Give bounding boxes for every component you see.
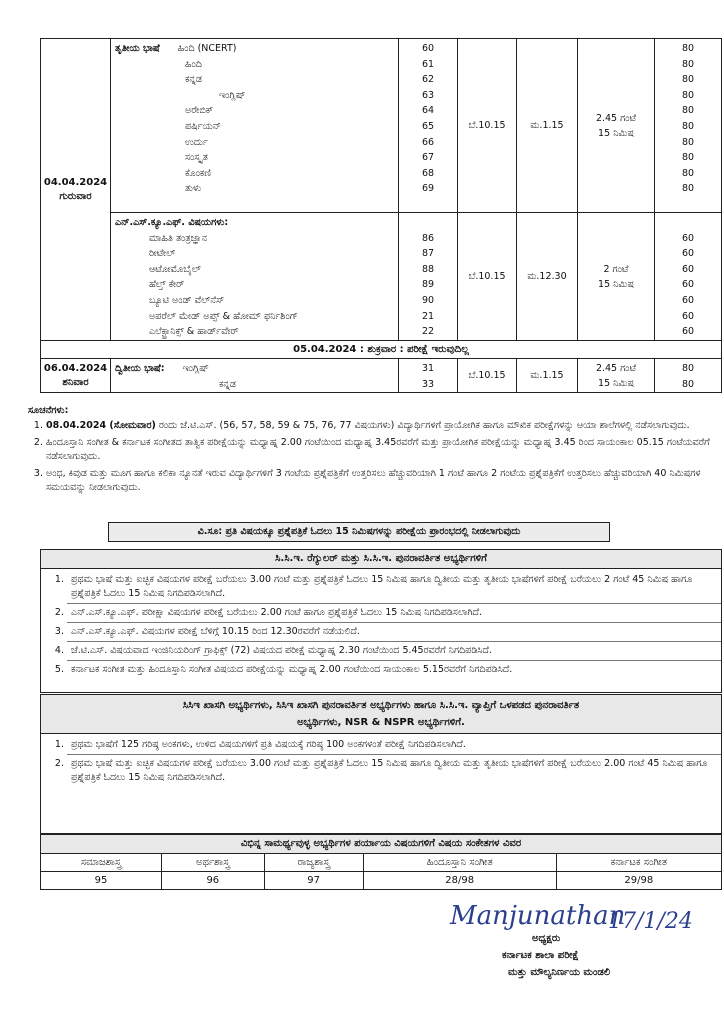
list-item: ರೀಟೇಲ್ (149, 248, 176, 260)
max-marks (655, 213, 722, 341)
marks-value: 80 (681, 167, 695, 179)
list-item: ಸಂಸ್ಕೃತ (185, 152, 208, 164)
end-time: ಮ.1.15 (517, 39, 578, 213)
duration (578, 39, 655, 213)
subject-code: 63 (421, 89, 435, 101)
subject-code: 66 (421, 136, 435, 148)
list-item (46, 419, 718, 433)
marks-value: 60 (681, 248, 695, 260)
duration-hours: 2 ಗಂಟೆ (603, 263, 629, 275)
list-item: ಕೊಂಕಣಿ (185, 167, 211, 179)
list-item: 2. ಹಿಂದೂಸ್ತಾನಿ ಸಂಗೀತ & ಕರ್ನಾಟಕ ಸಂಗೀತದ ತಾತ್ವಿಕ ಪರೀಕ್ಷೆಯನ್ನು ಮಧ್ಯಾಹ್ನ 2.00 ಗಂಟೆಯಿಂದ ಮಧ್ಯಾಹ್ನ 3.45ರವರೆಗೆ ಮತ್ತು ಪ್ರಾಯೋಗಿಕ ಪರೀಕ್ಷೆಯನ್ನು ಮಧ್ಯಾಹ್ನ 3.45 ರಿಂದ ಸಾಯಂಕಾಲ 05.15 ಗಂಟೆಯವರೆಗೆ ನಡೆಸಲಾಗುವುದು. (46, 436, 718, 464)
list-item: ಬ್ಯೂಟಿ ಅಂಡ್ ವೆಲ್‌ನೆಸ್ (149, 294, 225, 306)
exam-date: 04.04.2024 (43, 176, 108, 188)
exam-schedule-table (40, 38, 722, 393)
table-row (41, 39, 722, 213)
list-item: ಹಿಂದಿ (185, 58, 202, 70)
subject-code: 89 (421, 279, 435, 291)
list-item: ಹಿಂದಿ (NCERT) (177, 43, 237, 54)
list-item: ಕನ್ನಡ (185, 74, 202, 86)
subject-code: 90 (421, 294, 435, 306)
alternate-subject-codes (40, 834, 722, 890)
list-item: ಆಟೋಮೊಬೈಲ್ (149, 263, 201, 275)
list-item: ಉರ್ದು (185, 136, 208, 148)
subject-code: 60 (421, 43, 435, 54)
exam-weekday: ಗುರುವಾರ (59, 190, 92, 202)
table-row (41, 359, 722, 393)
box-title: ಸಿ.ಸಿ.ಇ. ರೆಗ್ಯುಲರ್ ಮತ್ತು ಸಿ.ಸಿ.ಇ. ಪುನರಾವರ್ತಿತ ಅಭ್ಯರ್ಥಿಗಳಿಗೆ (41, 550, 721, 569)
list-item: 4. ಜೆ.ಟಿ.ಎಸ್. ವಿಷಯವಾದ ಇಂಜಿನಿಯರಿಂಗ್ ಗ್ರಾಫಿಕ್ಸ್ (72) ವಿಷಯದ ಪರೀಕ್ಷೆ ಮಧ್ಯಾಹ್ನ 2.30 ಗಂಟೆಯಿಂದ 5.45ರವರೆಗೆ ನಿಗದಿಪಡಿಸಿದೆ. (67, 644, 721, 661)
list-item: ಹೆಲ್ತ್ ಕೇರ್ (149, 279, 185, 291)
marks-value: 60 (681, 326, 695, 338)
table-row (41, 872, 721, 890)
signature-date: 17/1/24 (608, 909, 693, 934)
box-title-line: ಅಭ್ಯರ್ಥಿಗಳು, NSR & NSPR ಅಭ್ಯರ್ಥಿಗಳಿಗೆ. (297, 717, 465, 728)
column-header: ಕರ್ನಾಟಕ ಸಂಗೀತ (556, 854, 721, 872)
exam-weekday: ಶನಿವಾರ (62, 376, 89, 388)
handwritten-signature (440, 890, 720, 938)
marks-value: 80 (681, 152, 695, 164)
duration-minutes: 15 ನಿಮಿಷ (598, 377, 634, 389)
start-time: ಬೆ.10.15 (458, 213, 517, 341)
instructions-title: ಸೂಚನೆಗಳು: (28, 405, 69, 416)
list-item: ಅರೇಬಿಕ್ (185, 105, 214, 117)
duration (578, 359, 655, 393)
subject-list (111, 213, 399, 341)
subject-codes (399, 359, 458, 393)
start-time: ಬೆ.10.15 (458, 39, 517, 213)
max-marks (655, 39, 722, 213)
note-text: ರಂದು ಜೆ.ಟಿ.ಎಸ್. (56, 57, 58, 59 & 75, 76, 77 ವಿಷಯಗಳು) ವಿದ್ಯಾರ್ಥಿಗಳಿಗೆ ಪ್ರಾಯೋಗಿಕ ಹಾಗೂ ಮೌಖಿಕ ಪರೀಕ್ಷೆಗಳನ್ನು ಆಯಾ ಶಾಲೆಗಳಲ್ಲಿ ನಡೆಸಲಾಗುವುದು. (155, 420, 690, 431)
marks-value: 60 (681, 263, 695, 275)
holiday-notice: 05.04.2024 : ಶುಕ್ರವಾರ : ಪರೀಕ್ಷೆ ಇರುವುದಿಲ್ಲ (41, 341, 722, 359)
box-title: ವಿಭಿನ್ನ ಸಾಮರ್ಥ್ಯವುಳ್ಳ ಅಭ್ಯರ್ಥಿಗಳ ಪರ್ಯಾಯ ವಿಷಯಗಳಿಗೆ ವಿಷಯ ಸಂಕೇತಗಳ ವಿವರ (41, 835, 721, 854)
subject-code: 86 (421, 232, 435, 244)
marks-value: 80 (681, 183, 695, 195)
signature-block (420, 890, 720, 1010)
duration-minutes: 15 ನಿಮಿಷ (598, 127, 634, 139)
subject-code: 29/98 (556, 872, 721, 890)
box-title-line: ಸಿಸಿಇ ಖಾಸಗಿ ಅಭ್ಯರ್ಥಿಗಳು, ಸಿಸಿಇ ಖಾಸಗಿ ಪುನರಾವರ್ತಿತ ಅಭ್ಯರ್ಥಿಗಳು ಹಾಗೂ ಸಿ.ಸಿ.ಇ. ವ್ಯಾಪ್ತಿಗೆ ಒಳಪಡದ ಪುನರಾವರ್ತಿತ (182, 700, 580, 711)
marks-value: 80 (681, 43, 695, 54)
marks-value: 60 (681, 310, 695, 322)
list-item: ಇಂಗ್ಲಿಷ್ (182, 363, 209, 374)
signatory-designation: ಅಧ್ಯಕ್ಷರು (532, 933, 561, 944)
marks-value: 80 (681, 363, 695, 374)
practical-date: 08.04.2024 (ಸೋಮವಾರ) (46, 420, 156, 431)
duration-hours: 2.45 ಗಂಟೆ (595, 112, 637, 124)
list-item: ಇಂಗ್ಲಿಷ್ (219, 89, 246, 101)
subject-code: 88 (421, 263, 435, 275)
subject-code: 21 (421, 310, 435, 322)
list-item: 2. ಪ್ರಥಮ ಭಾಷೆ ಮತ್ತು ಐಚ್ಛಿಕ ವಿಷಯಗಳ ಪರೀಕ್ಷೆ ಬರೆಯಲು 3.00 ಗಂಟೆ ಮತ್ತು ಪ್ರಶ್ನೆಪತ್ರಿಕೆ ಓದಲು 15 ನಿಮಿಷ ಹಾಗೂ ದ್ವಿತೀಯ ಮತ್ತು ತೃತೀಯ ಭಾಷೆಗಳಿಗೆ ಪರೀಕ್ಷೆ ಬರೆಯಲು 2.00 ಗಂಟೆ 45 ನಿಮಿಷ ಹಾಗೂ ಪ್ರಶ್ನೆಪತ್ರಿಕೆ ಓದಲು 15 ನಿಮಿಷ ನಿಗದಿಪಡಿಸಲಾಗಿದೆ. (67, 757, 721, 785)
language-header: ದ್ವಿತೀಯ ಭಾಷೆ: (115, 363, 165, 374)
list-item: ಪರ್ಷಿಯನ್ (185, 120, 222, 132)
list-item: 3. ಎನ್.ಎಸ್.ಕ್ಯೂ.ಎಫ್. ವಿಷಯಗಳ ಪರೀಕ್ಷೆ ಬೆಳಿಗ್ಗೆ 10.15 ರಿಂದ 12.30ರವರೆಗೆ ನಡೆಯಲಿದೆ. (67, 625, 721, 642)
list-item: ಅಪರೆಲ್ ಮೇಡ್ ಅಪ್ಸ್ & ಹೋಮ್ ಫರ್ನಿಶಿಂಗ್ (149, 310, 298, 322)
subject-code: 96 (161, 872, 264, 890)
subject-code: 68 (421, 167, 435, 179)
language-header: ತೃತೀಯ ಭಾಷೆ (115, 43, 160, 54)
instructions-section (28, 404, 718, 498)
column-header: ಅರ್ಥಶಾಸ್ತ್ರ (161, 854, 264, 872)
signatory-board: ಕರ್ನಾಟಕ ಶಾಲಾ ಪರೀಕ್ಷೆ (502, 950, 579, 961)
column-header: ಹಿಂದೂಸ್ತಾನಿ ಸಂಗೀತ (363, 854, 556, 872)
table-row (41, 341, 722, 359)
marks-value: 80 (681, 136, 695, 148)
cce-regular-box (40, 549, 722, 693)
list-item: 2. ಎನ್.ಎಸ್.ಕ್ಯೂ.ಎಫ್. ಪರೀಕ್ಷಾ ವಿಷಯಗಳ ಪರೀಕ್ಷೆ ಬರೆಯಲು 2.00 ಗಂಟೆ ಹಾಗೂ ಪ್ರಶ್ನೆಪತ್ರಿಕೆ ಓದಲು 15 ನಿಮಿಷ ನಿಗದಿಪಡಿಸಲಾಗಿದೆ. (67, 606, 721, 623)
subject-code: 95 (41, 872, 161, 890)
exam-date: 06.04.2024 (43, 362, 108, 374)
marks-value: 80 (681, 105, 695, 117)
end-time: ಮ.1.15 (517, 359, 578, 393)
cce-private-box (40, 694, 722, 834)
subject-code: 97 (264, 872, 363, 890)
subject-code: 69 (421, 183, 435, 195)
list-item: ಕನ್ನಡ (219, 378, 236, 390)
subject-code: 22 (421, 326, 435, 338)
subject-list (111, 359, 399, 393)
list-item: 1. ಪ್ರಥಮ ಭಾಷೆಗೆ 125 ಗರಿಷ್ಠ ಅಂಕಗಳು, ಉಳಿದ ವಿಷಯಗಳಿಗೆ ಪ್ರತಿ ವಿಷಯಕ್ಕೆ ಗರಿಷ್ಠ 100 ಅಂಕಗಳಂತೆ ಪರೀಕ್ಷೆ ನಿಗದಿಪಡಿಸಲಾಗಿದೆ. (67, 738, 721, 755)
subject-code: 67 (421, 152, 435, 164)
subject-code: 31 (421, 363, 435, 374)
list-item: ಎಲೆಕ್ಟ್ರಾನಿಕ್ಸ್ & ಹಾರ್ಡ್‌ವೇರ್ (149, 326, 239, 338)
list-item: 1. ಪ್ರಥಮ ಭಾಷೆ ಮತ್ತು ಐಚ್ಛಿಕ ವಿಷಯಗಳ ಪರೀಕ್ಷೆ ಬರೆಯಲು 3.00 ಗಂಟೆ ಮತ್ತು ಪ್ರಶ್ನೆಪತ್ರಿಕೆ ಓದಲು 15 ನಿಮಿಷ ಹಾಗೂ ದ್ವಿತೀಯ ಮತ್ತು ತೃತೀಯ ಭಾಷೆಗಳಿಗೆ ಪರೀಕ್ಷೆ ಬರೆಯಲು 2 ಗಂಟೆ 45 ನಿಮಿಷ ಹಾಗೂ ಪ್ರಶ್ನೆಪತ್ರಿಕೆ ಓದಲು 15 ನಿಮಿಷ ನಿಗದಿಪಡಿಸಲಾಗಿದೆ. (67, 573, 721, 604)
marks-value: 80 (681, 378, 695, 390)
marks-value: 60 (681, 232, 695, 244)
box-title (41, 695, 721, 734)
subject-codes (399, 39, 458, 213)
list-item: 5. ಕರ್ನಾಟಕ ಸಂಗೀತ ಮತ್ತು ಹಿಂದೂಸ್ತಾನಿ ಸಂಗೀತ ವಿಷಯದ ಪರೀಕ್ಷೆಯನ್ನು ಮಧ್ಯಾಹ್ನ 2.00 ಗಂಟೆಯಿಂದ ಸಾಯಂಕಾಲ 5.15ರವರೆಗೆ ನಿಗದಿಪಡಿಸಿದೆ. (67, 663, 721, 677)
marks-value: 60 (681, 294, 695, 306)
subject-code: 65 (421, 120, 435, 132)
subject-list (111, 39, 399, 213)
subject-codes (399, 213, 458, 341)
start-time: ಬೆ.10.15 (458, 359, 517, 393)
end-time: ಮ.12.30 (517, 213, 578, 341)
list-item: ತುಳು (185, 183, 202, 195)
column-header: ರಾಜ್ಯಶಾಸ್ತ್ರ (264, 854, 363, 872)
marks-value: 60 (681, 279, 695, 291)
column-header: ಸಮಾಜಶಾಸ್ತ್ರ (41, 854, 161, 872)
nsqf-header: ಎನ್.ಎಸ್.ಕ್ಯೂ.ಎಫ್. ವಿಷಯಗಳು: (115, 217, 229, 228)
signature-name: Manjunathan (450, 901, 626, 931)
subject-code: 28/98 (363, 872, 556, 890)
subject-code: 87 (421, 248, 435, 260)
subject-code: 62 (421, 74, 435, 86)
max-marks (655, 359, 722, 393)
reading-time-notice: ವಿ.ಸೂ: ಪ್ರತಿ ವಿಷಯಕ್ಕೂ ಪ್ರಶ್ನೆಪತ್ರಿಕೆ ಓದಲು 15 ನಿಮಿಷಗಳನ್ನು ಪರೀಕ್ಷೆಯ ಪ್ರಾರಂಭದಲ್ಲಿ ನೀಡಲಾಗುವುದು (108, 522, 610, 542)
duration-minutes: 15 ನಿಮಿಷ (598, 278, 634, 290)
date-cell (41, 359, 111, 393)
marks-value: 80 (681, 89, 695, 101)
date-cell (41, 39, 111, 341)
signatory-board-line2: ಮತ್ತು ಮೌಲ್ಯನಿರ್ಣಯ ಮಂಡಲಿ (508, 967, 611, 978)
marks-value: 80 (681, 58, 695, 70)
marks-value: 80 (681, 74, 695, 86)
list-item: 3. ಅಂಧ, ಕಿವುಡ ಮತ್ತು ಮೂಗ ಹಾಗೂ ಕಲಿಕಾ ನ್ಯೂನತೆ ಇರುವ ವಿದ್ಯಾರ್ಥಿಗಳಿಗೆ 3 ಗಂಟೆಯ ಪ್ರಶ್ನೆಪತ್ರಿಕೆಗೆ ಉತ್ತರಿಸಲು ಹೆಚ್ಚುವರಿಯಾಗಿ 1 ಗಂಟೆ ಹಾಗೂ 2 ಗಂಟೆಯ ಪ್ರಶ್ನೆಪತ್ರಿಕೆಗೆ ಉತ್ತರಿಸಲು ಹೆಚ್ಚುವರಿಯಾಗಿ 40 ನಿಮಿಷಗಳ ಸಮಯವನ್ನು ನೀಡಲಾಗುವುದು. (46, 467, 718, 495)
subject-code: 61 (421, 58, 435, 70)
marks-value: 80 (681, 120, 695, 132)
subject-code: 33 (421, 378, 435, 390)
subject-code: 64 (421, 105, 435, 117)
list-item: ಮಾಹಿತಿ ತಂತ್ರಜ್ಞಾನ (149, 232, 207, 244)
duration (578, 213, 655, 341)
table-row (41, 213, 722, 341)
table-row (41, 854, 721, 872)
duration-hours: 2.45 ಗಂಟೆ (595, 362, 637, 374)
